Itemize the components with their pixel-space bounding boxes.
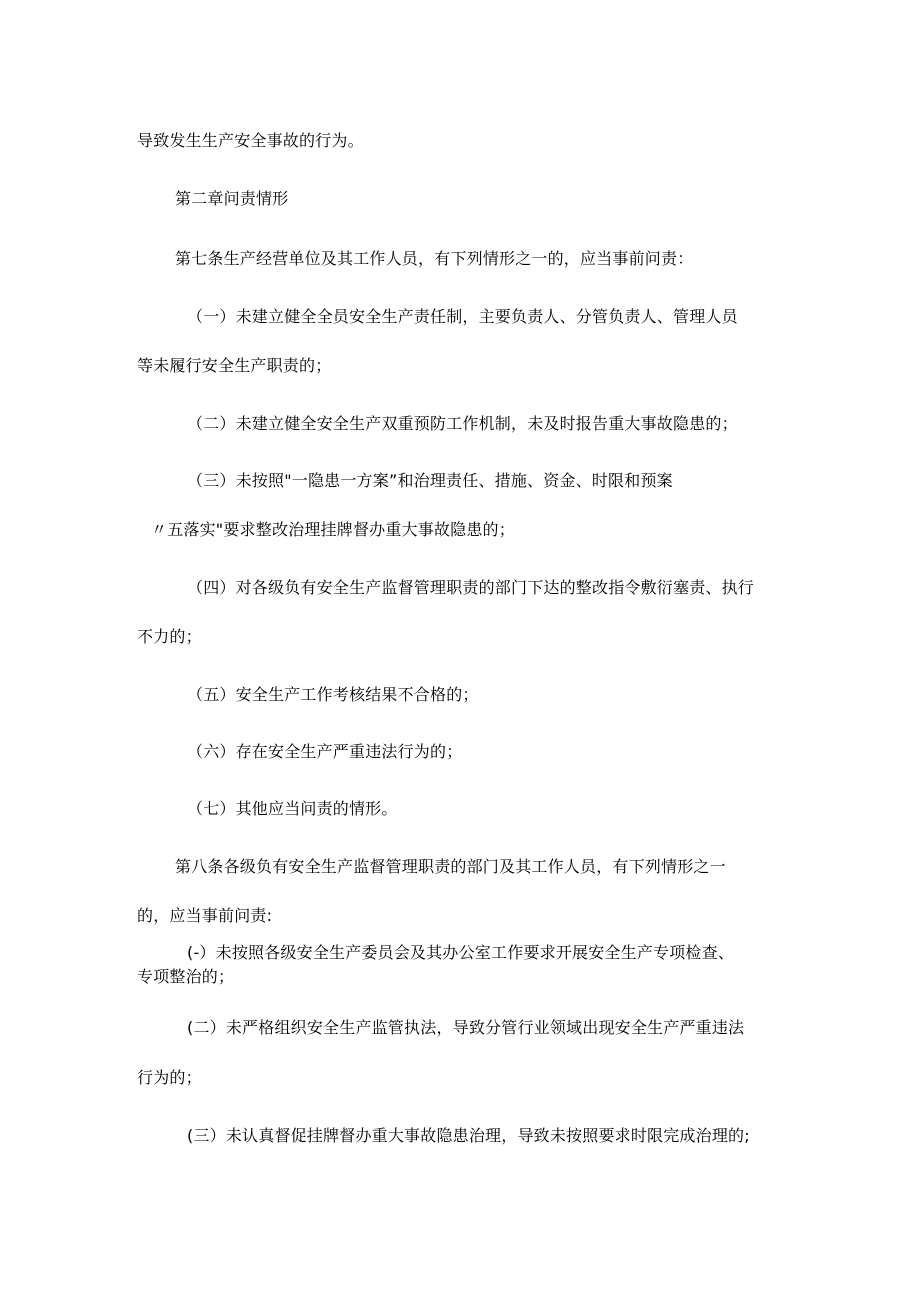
- article-7-item-5: （五）安全生产工作考核结果不合格的；: [187, 685, 479, 704]
- article-7-intro: 第七条生产经营单位及其工作人员，有下列情形之一的，应当事前问责：: [175, 249, 694, 268]
- article-7-item-1-cont: 等未履行安全生产职责的；: [137, 356, 332, 375]
- article-7-item-1: （一）未建立健全全员安全生产责任制，主要负责人、分管负责人、管理人员: [187, 307, 738, 326]
- article-7-item-6: （六）存在安全生产严重违法行为的；: [187, 742, 463, 761]
- article-8-item-1-cont: 专项整治的；: [137, 967, 235, 986]
- article-8-item-1: (-）未按照各级安全生产委员会及其办公室工作要求开展安全生产专项检查、: [187, 943, 735, 962]
- article-7-item-4: （四）对各级负有安全生产监督管理职责的部门下达的整改指令敷衍塞责、执行: [187, 578, 755, 597]
- article-8-item-2: (二）未严格组织安全生产监管执法，导致分管行业领域出现安全生产严重违法: [187, 1018, 745, 1037]
- article-8-intro-cont: 的，应当事前问责:: [137, 906, 273, 925]
- article-7-item-4-cont: 不力的；: [137, 627, 202, 646]
- article-8-item-2-cont: 行为的；: [137, 1068, 202, 1087]
- chapter-heading: 第二章问责情形: [175, 189, 289, 208]
- article-7-item-3-cont: 〃五落实"要求整改治理挂牌督办重大事故隐患的；: [151, 520, 515, 539]
- article-7-item-2: （二）未建立健全安全生产双重预防工作机制，未及时报告重大事故隐患的；: [187, 414, 738, 433]
- article-8-item-3: (三）未认真督促挂牌督办重大事故隐患治理，导致未按照要求时限完成治理的;: [187, 1126, 750, 1145]
- article-7-item-7: （七）其他应当问责的情形。: [187, 799, 398, 818]
- paragraph-line: 导致发生生产安全事故的行为。: [137, 131, 364, 150]
- article-8-intro: 第八条各级负有安全生产监督管理职责的部门及其工作人员，有下列情形之一: [175, 857, 726, 876]
- article-7-item-3: （三）未按照"一隐患一方案”和治理责任、措施、资金、时限和预案: [187, 471, 673, 490]
